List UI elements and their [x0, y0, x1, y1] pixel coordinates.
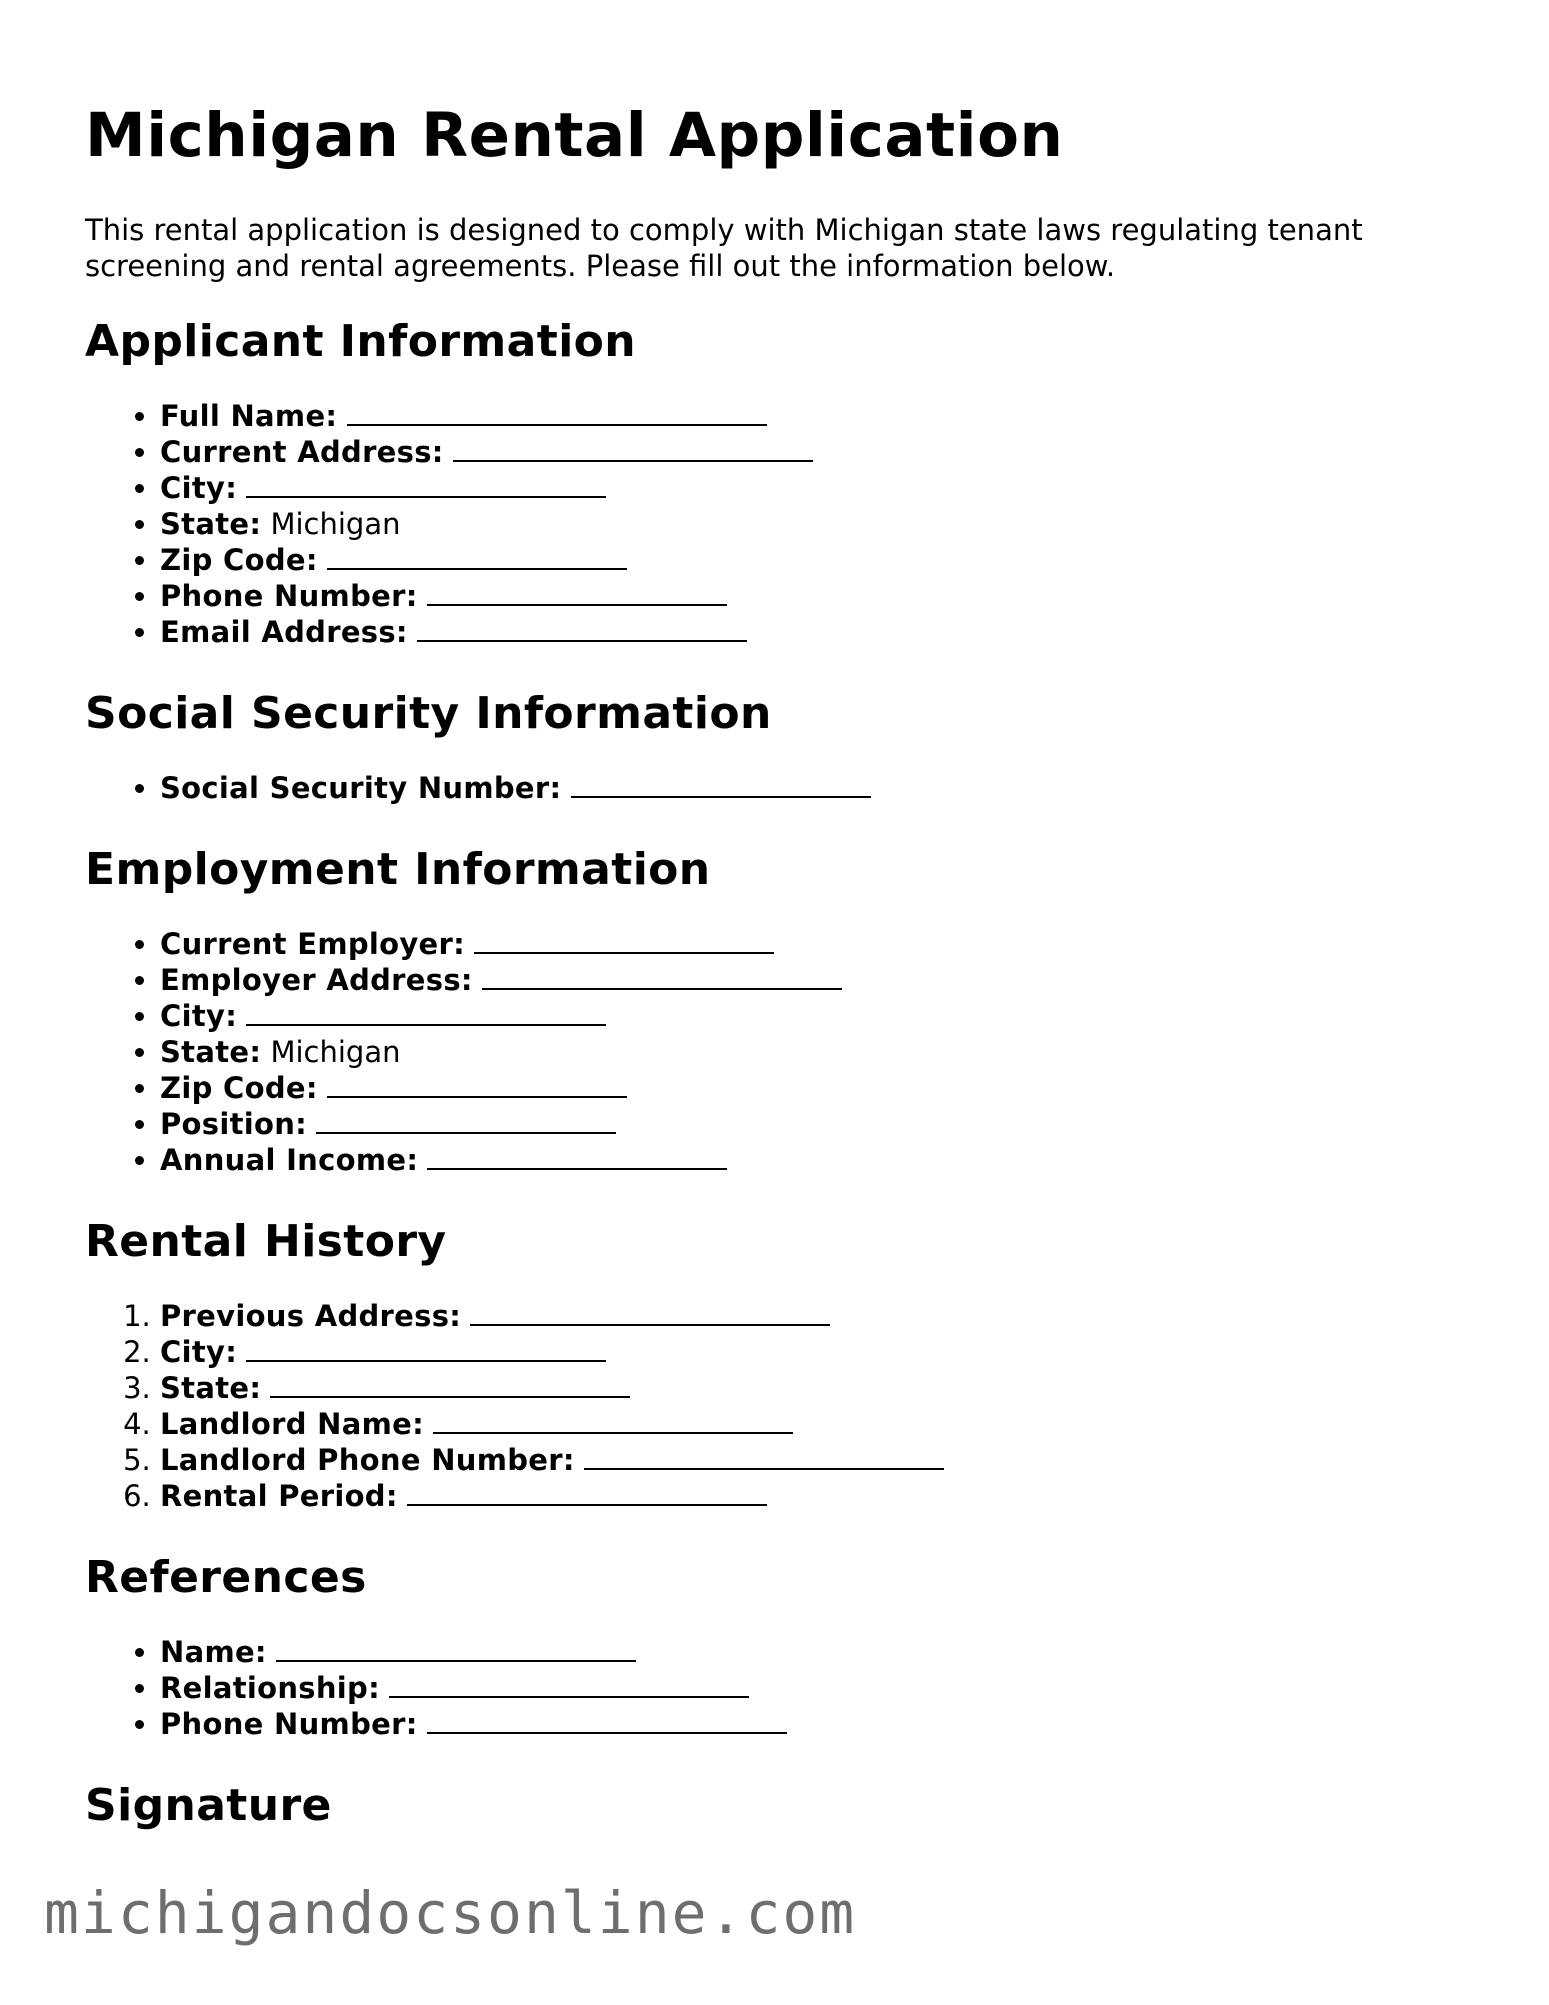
employer-address-blank[interactable] [482, 962, 842, 990]
field-label: Current Address: [160, 435, 444, 469]
field-label: Email Address: [160, 615, 408, 649]
field-label: Relationship: [160, 1671, 380, 1705]
field-phone-number [160, 578, 1465, 614]
field-rental-period [160, 1478, 1465, 1514]
watermark: michigandocsonline.com [44, 1879, 857, 1947]
field-label: City: [160, 471, 238, 505]
field-ssn [160, 770, 1465, 806]
field-label: State: [160, 1371, 262, 1405]
field-landlord-phone [160, 1442, 1465, 1478]
field-employer-address [160, 962, 1465, 998]
zip-code-blank[interactable] [327, 542, 627, 570]
field-current-employer [160, 926, 1465, 962]
applicant-fields [85, 398, 1465, 650]
field-position [160, 1106, 1465, 1142]
field-label: City: [160, 1335, 238, 1369]
field-city [160, 470, 1465, 506]
city-blank[interactable] [246, 470, 606, 498]
field-full-name [160, 398, 1465, 434]
field-email-address [160, 614, 1465, 650]
field-label: Previous Address: [160, 1299, 462, 1333]
field-reference-name [160, 1634, 1465, 1670]
document-title: Michigan Rental Application [85, 100, 1064, 171]
field-state [160, 506, 1465, 542]
zip-code-blank[interactable] [327, 1070, 627, 1098]
state-blank[interactable] [270, 1370, 630, 1398]
field-state [160, 1034, 1465, 1070]
landlord-name-blank[interactable] [433, 1406, 793, 1434]
field-label: State: [160, 1035, 262, 1069]
field-label: Landlord Phone Number: [160, 1443, 575, 1477]
field-city [160, 1334, 1465, 1370]
ssn-fields [85, 770, 1465, 806]
section-heading-rental-history: Rental History [85, 1216, 447, 1267]
field-label: Rental Period: [160, 1479, 398, 1513]
field-label: Current Employer: [160, 927, 466, 961]
field-label: City: [160, 999, 238, 1033]
current-address-blank[interactable] [453, 434, 813, 462]
previous-address-blank[interactable] [470, 1298, 830, 1326]
section-heading-signature: Signature [85, 1780, 332, 1831]
section-heading-employment: Employment Information [85, 844, 711, 895]
employment-fields [85, 926, 1465, 1178]
reference-phone-blank[interactable] [427, 1706, 787, 1734]
section-heading-references: References [85, 1552, 367, 1603]
field-label: Name: [160, 1635, 267, 1669]
field-current-address [160, 434, 1465, 470]
city-blank[interactable] [246, 1334, 606, 1362]
field-relationship [160, 1670, 1465, 1706]
references-fields [85, 1634, 1465, 1742]
field-label: Landlord Name: [160, 1407, 424, 1441]
field-label: Zip Code: [160, 543, 318, 577]
rental-period-blank[interactable] [407, 1478, 767, 1506]
annual-income-blank[interactable] [427, 1142, 727, 1170]
field-label: Position: [160, 1107, 308, 1141]
full-name-blank[interactable] [347, 398, 767, 426]
field-zip-code [160, 542, 1465, 578]
state-value: Michigan [270, 507, 401, 541]
city-blank[interactable] [246, 998, 606, 1026]
field-label: State: [160, 507, 262, 541]
field-zip-code [160, 1070, 1465, 1106]
phone-number-blank[interactable] [427, 578, 727, 606]
position-blank[interactable] [316, 1106, 616, 1134]
rental-history-fields [85, 1298, 1465, 1514]
section-heading-applicant: Applicant Information [85, 316, 637, 367]
field-label: Employer Address: [160, 963, 473, 997]
intro-paragraph: This rental application is designed to comply with Michigan state laws regulating tenant screening and rental agreements. Please fill out the information below. [85, 213, 1363, 283]
field-reference-phone [160, 1706, 1465, 1742]
email-address-blank[interactable] [417, 614, 747, 642]
field-label: Full Name: [160, 399, 338, 433]
field-label: Annual Income: [160, 1143, 419, 1177]
document-page [85, 100, 1465, 1862]
section-heading-ssn: Social Security Information [85, 688, 772, 739]
ssn-blank[interactable] [571, 770, 871, 798]
relationship-blank[interactable] [389, 1670, 749, 1698]
field-state [160, 1370, 1465, 1406]
field-annual-income [160, 1142, 1465, 1178]
field-city [160, 998, 1465, 1034]
reference-name-blank[interactable] [276, 1634, 636, 1662]
field-label: Phone Number: [160, 1707, 418, 1741]
landlord-phone-blank[interactable] [584, 1442, 944, 1470]
current-employer-blank[interactable] [474, 926, 774, 954]
field-previous-address [160, 1298, 1465, 1334]
field-landlord-name [160, 1406, 1465, 1442]
field-label: Social Security Number: [160, 771, 562, 805]
field-label: Phone Number: [160, 579, 418, 613]
field-label: Zip Code: [160, 1071, 318, 1105]
state-value: Michigan [270, 1035, 401, 1069]
